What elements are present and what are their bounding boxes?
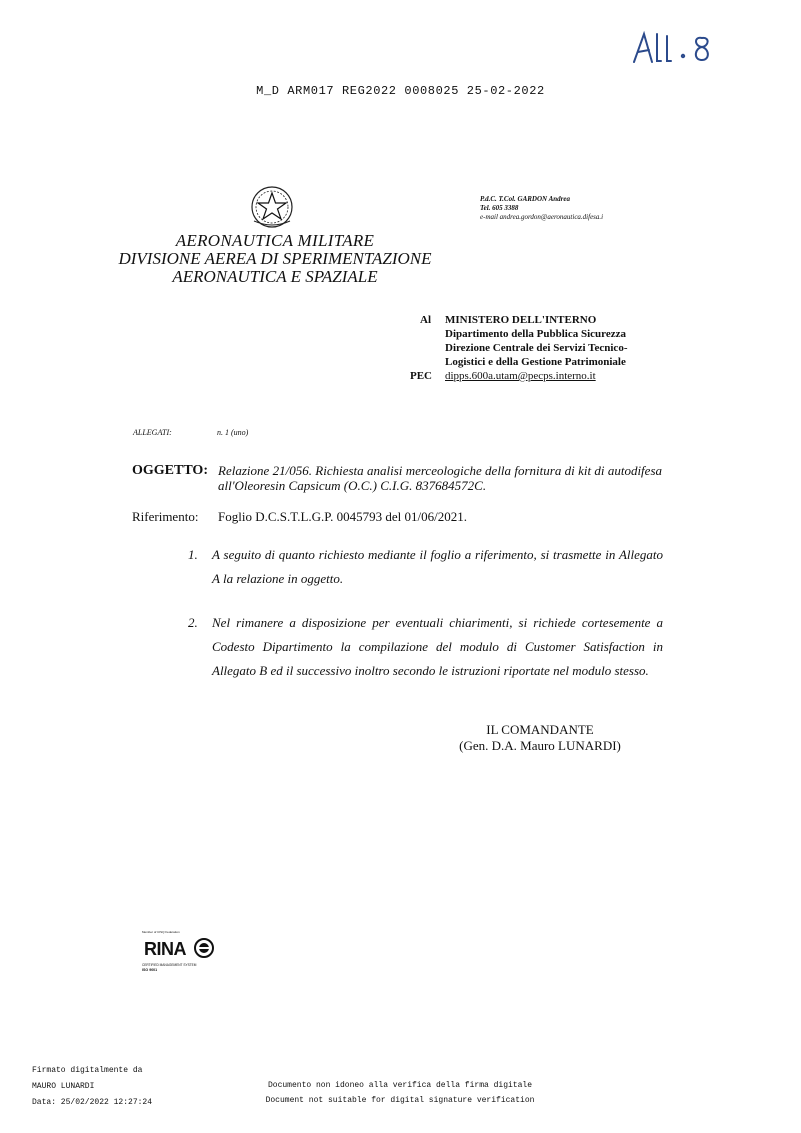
poc-tel: Tel. 605 3388 [480,204,519,212]
disclaimer-italian: Documento non idoneo alla verifica della firma digitale [267,1081,533,1090]
paragraph-number: 1. [188,547,198,562]
signature-title: IL COMANDANTE [486,722,594,737]
organization-name: AERONAUTICA MILITARE [175,231,375,250]
recipient-block [410,313,680,383]
paragraph-text: A seguito di quanto richiesto mediante il foglio a riferimento, si trasmette in Allegato A la relazione in oggetto. [212,547,663,586]
paragraph-text: Nel rimanere a disposizione per eventuali chiarimenti, si richiede cortesemente a Codesto Dipartimento la compilazione del modulo di Customer Satisfaction in Allegato B ed il successivo inoltro secondo le istruzioni riportate nel modulo stesso. [212,615,663,678]
body-paragraph-2 [188,611,663,686]
disclaimer-english: Document not suitable for digital signature verification [265,1096,535,1105]
signature-disclaimer [250,1078,550,1108]
cert-brand: RINA [144,939,186,959]
subject-text: Relazione 21/056. Richiesta analisi merceologiche della fornitura di kit di autodifesa all'Oleoresin Capsicum (O.C.) C.I.G. 837684572C. [218,463,662,493]
handwritten-annotation-mark [630,28,720,68]
digital-signature-signer: MAURO LUNARDI [32,1082,95,1091]
organization-header [110,232,440,286]
body-paragraph-1 [188,543,663,593]
paragraph-number: 2. [188,615,198,630]
attachments-label: ALLEGATI: [133,428,172,437]
digital-signature-date: Data: 25/02/2022 12:27:24 [32,1098,153,1107]
reference-text: Foglio D.C.S.T.L.G.P. 0045793 del 01/06/2021. [218,509,467,524]
pec-email-link[interactable]: dipps.600a.utam@pecps.interno.it [445,370,596,382]
italian-republic-emblem-icon [250,185,294,229]
attachments-value: n. 1 (uno) [217,428,249,437]
reference-label: Riferimento: [132,509,199,524]
poc-email: e-mail andrea.gordon@aeronautica.difesa.i [480,213,604,221]
cert-caption-1: CERTIFIED MANAGEMENT SYSTEM [142,963,197,967]
signature-block [440,722,640,754]
recipient-directorate-cont: Logistici e della Gestione Patrimoniale [445,356,626,368]
digital-signature-info [32,1063,152,1111]
poc-name: P.d.C. T.Col. GARDON Andrea [480,195,570,203]
subject-label: OGGETTO: [132,463,208,478]
digital-signature-line-1: Firmato digitalmente da [32,1066,143,1075]
recipient-ministry: MINISTERO DELL'INTERNO [445,314,597,326]
signature-name: (Gen. D.A. Mauro LUNARDI) [459,738,621,753]
recipient-department: Dipartimento della Pubblica Sicurezza [445,328,626,340]
recipient-directorate: Direzione Centrale dei Servizi Tecnico- [445,342,628,354]
division-name-line-2: AERONAUTICA E SPAZIALE [172,267,378,286]
division-name-line-1: DIVISIONE AEREA DI SPERIMENTAZIONE [118,249,432,268]
recipient-prefix: Al [420,314,431,326]
pec-label: PEC [410,370,432,382]
cert-top-text: Member of CISQ Federation [142,930,180,934]
cert-caption-2: ISO 9001 [142,968,158,972]
rina-certification-logo-icon [140,928,220,976]
point-of-contact [480,195,660,222]
handwritten-annotation [630,28,720,68]
protocol-number: M_D ARM017 REG2022 0008025 25-02-2022 [256,84,545,98]
